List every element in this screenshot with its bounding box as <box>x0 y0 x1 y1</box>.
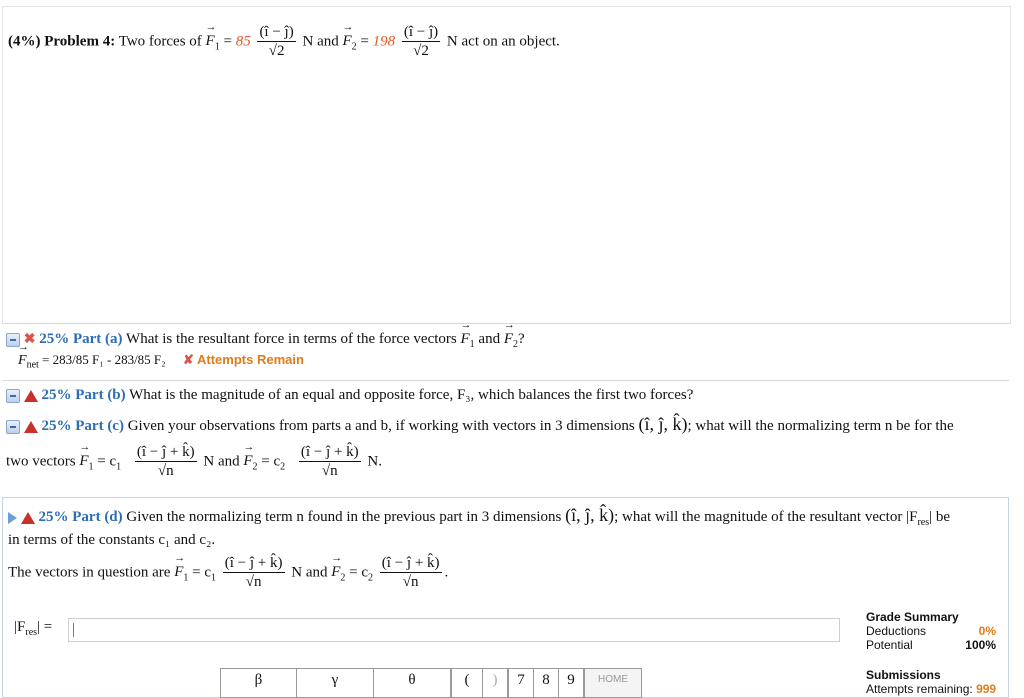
part-b-percent: 25% <box>41 387 72 403</box>
part-a-answer-row: → $F_{net} = 283/85$ F₁ - 283/85 F₂ ✘ Attempts Remain <box>18 352 304 371</box>
expand-icon[interactable] <box>8 512 17 524</box>
key-9[interactable]: 9 <box>558 668 584 698</box>
attempts-label: Attempts remaining: <box>866 682 973 696</box>
divider <box>2 380 1009 381</box>
part-c-percent: 25% <box>41 418 72 434</box>
warning-icon <box>24 421 38 433</box>
unit-fraction: $\frac{(î - ĵ + k̂)}{√n}$ <box>136 444 195 479</box>
basis-vectors: (î, ĵ, k̂) <box>565 505 615 525</box>
deductions-value: 0% <box>978 624 996 638</box>
problem-weight: (4%) <box>8 33 41 50</box>
part-c-label: Part (c) <box>75 418 124 434</box>
grade-summary-title: Grade Summary <box>866 610 959 624</box>
potential-value: 100% <box>965 638 996 652</box>
key-gamma[interactable]: γ <box>296 668 374 698</box>
answer-label: $|F_{res}|$ = <box>14 619 53 638</box>
deductions-label: Deductions <box>866 624 927 638</box>
problem-title: Problem 4: <box>44 33 116 50</box>
answer-input[interactable] <box>68 618 840 642</box>
attempts-value: 999 <box>976 682 997 696</box>
f1-coefficient: 85 <box>235 33 251 50</box>
fnet-label: → F <box>18 353 27 368</box>
key-close-paren[interactable]: ) <box>482 668 508 698</box>
part-c-header[interactable]: 25% Part (c) Given your observations from parts a and b, if working with vectors in 3 dimensions (î, ĵ, k̂); what will the normalizing term n be for the <box>6 414 954 435</box>
problem-statement: (4%) Problem 4: Two forces of → $F_1 = 85$ $\frac{(î - ĵ)}{√2}$ N and → $F_2 = 198$ $\frac{(î - ĵ)}{√2}$ N act on an object. <box>8 24 560 60</box>
potential-label: Potential <box>866 638 913 652</box>
part-c-vectors: two vectors → $F_1 = c_1$ $\frac{(î - ĵ + k̂)}{√n}$ N and → $F_2 = c_2$ $\frac{(î - ĵ + k̂)}{√n}$ N. <box>6 444 382 480</box>
collapse-icon[interactable] <box>6 420 20 434</box>
key-open-paren[interactable]: ( <box>451 668 483 698</box>
f2-vector: → F <box>342 33 351 49</box>
part-d-question: Given the normalizing term n found in the previous part in 3 dimensions <box>126 509 562 525</box>
key-theta[interactable]: θ <box>373 668 451 698</box>
unit-fraction: $\frac{(î - ĵ + k̂)}{√n}$ <box>300 444 359 479</box>
part-b-question: What is the magnitude of an equal and opposite force, F₃, which balances the first two forces? <box>129 387 694 403</box>
part-d-percent: 25% <box>38 509 69 525</box>
f1-unit-fraction: $\frac{(î - ĵ)}{√2}$ <box>259 24 294 59</box>
unit-fraction: $\frac{(î - ĵ + k̂)}{√n}$ <box>381 555 440 590</box>
text-caret <box>73 623 74 637</box>
unit-fraction: $\frac{(î - ĵ + k̂)}{√n}$ <box>224 555 283 590</box>
basis-vectors: (î, ĵ, k̂) <box>638 414 688 434</box>
submissions-title: Submissions <box>866 668 941 682</box>
collapse-icon[interactable] <box>6 389 20 403</box>
f2-coefficient: 198 <box>372 33 396 50</box>
key-beta[interactable]: β <box>220 668 297 698</box>
part-a-label: Part (a) <box>72 331 123 347</box>
key-home[interactable]: HOME <box>584 668 642 698</box>
problem-lead: Two forces of <box>118 33 202 50</box>
warning-icon <box>24 390 38 402</box>
part-a-percent: 25% <box>39 331 70 347</box>
part-b-header[interactable] <box>6 387 693 404</box>
part-b-label: Part (b) <box>75 387 126 403</box>
part-c-question: Given your observations from parts a and b, if working with vectors in 3 dimensions <box>127 418 635 434</box>
key-7[interactable]: 7 <box>508 668 534 698</box>
part-d-line2: in terms of the constants c₁ and c₂. <box>8 532 216 548</box>
fres-magnitude: $|F_{res}|$ <box>906 509 933 528</box>
warning-icon <box>21 512 35 524</box>
part-a-submitted-answer: = 283/85 F₁ - 283/85 F₂ <box>42 352 166 367</box>
key-8[interactable]: 8 <box>533 668 559 698</box>
incorrect-icon: ✖ <box>23 332 36 348</box>
grade-summary <box>866 610 996 696</box>
part-d-header[interactable]: 25% Part (d) Given the normalizing term n found in the previous part in 3 dimensions (î, ĵ, k̂); what will the magnitude of the resultant vector $|F_{res}|$ be <box>8 505 950 528</box>
f1-vector: → F <box>206 33 215 49</box>
part-a-question: What is the resultant force in terms of the force vectors <box>126 331 457 347</box>
part-a-header[interactable]: ✖ 25% Part (a) What is the resultant force in terms of the force vectors → $F_1$ and → $F_2$? <box>6 331 525 350</box>
attempts-remain-status: ✘ Attempts Remain <box>182 352 304 367</box>
cross-icon: ✘ <box>182 352 194 367</box>
f2-unit-fraction: $\frac{(î - ĵ)}{√2}$ <box>403 24 439 59</box>
part-d-label: Part (d) <box>72 509 123 525</box>
part-d-vectors: The vectors in question are → $F_1 = c_1$ $\frac{(î - ĵ + k̂)}{√n}$ N and → $F_2 = c_2$ $\frac{(î - ĵ + k̂)}{√n}$ . <box>8 555 448 591</box>
